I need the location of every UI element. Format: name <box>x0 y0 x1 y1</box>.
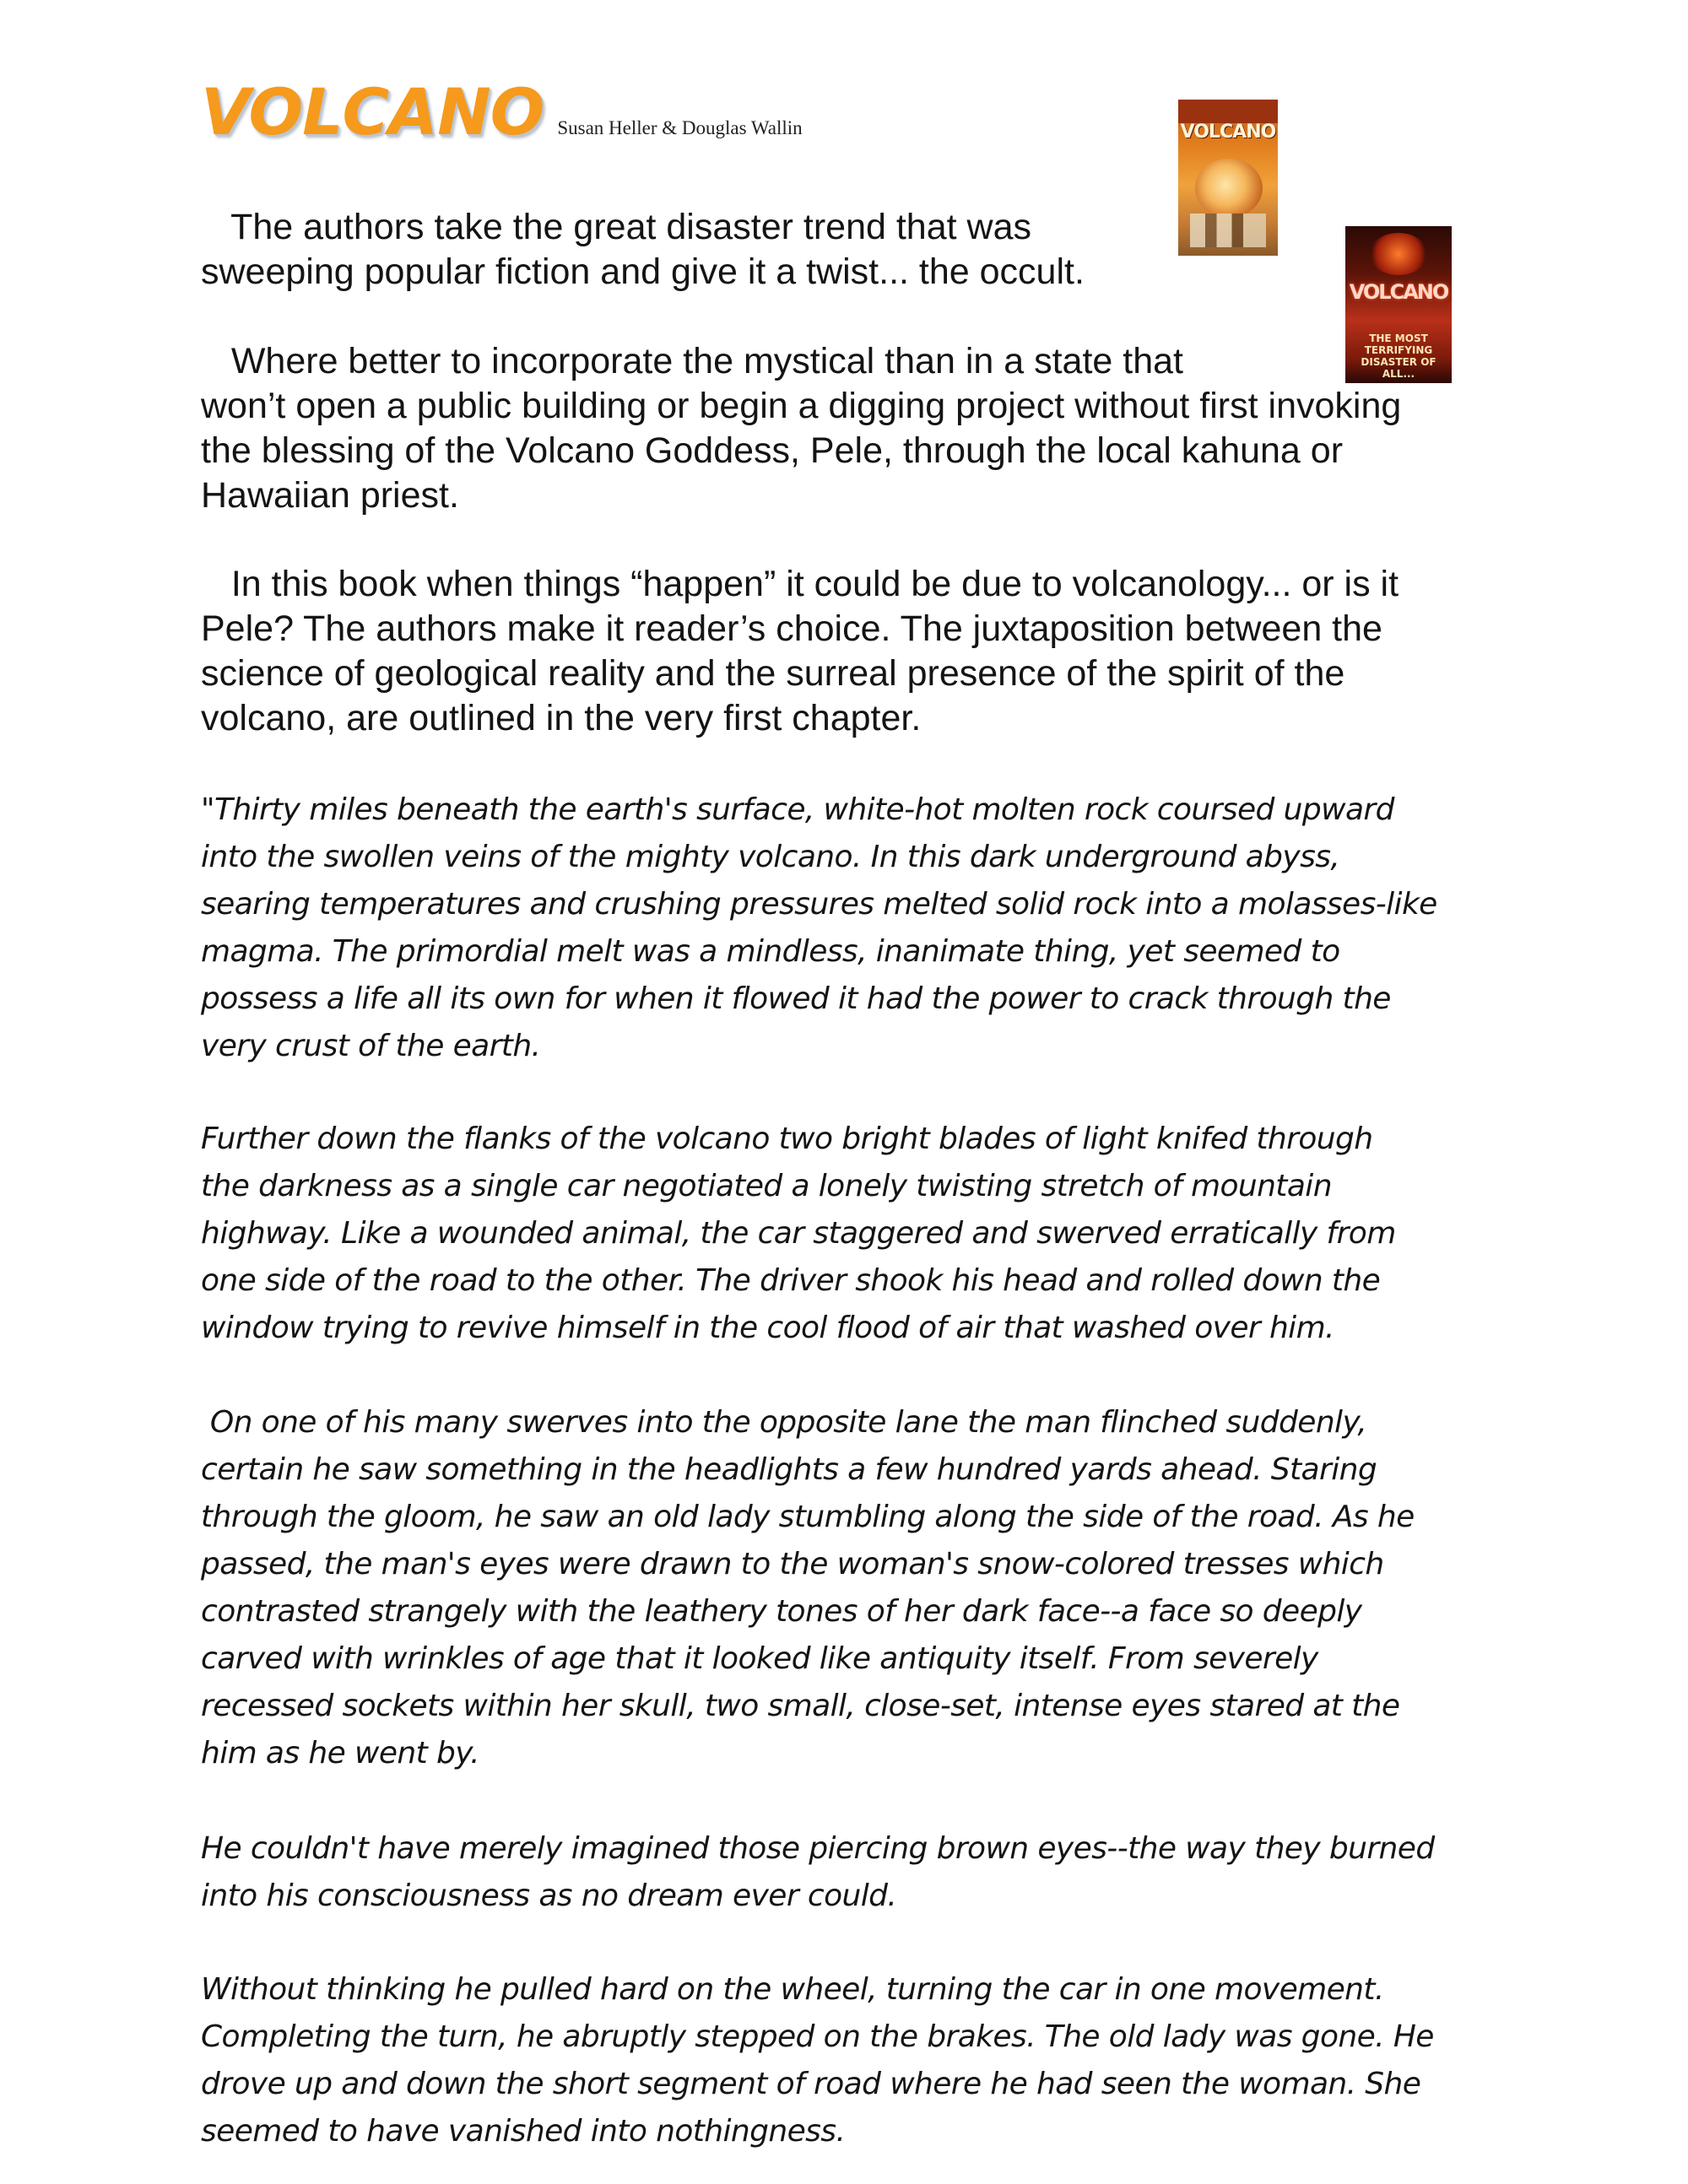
cover-title: VOLCANO <box>1180 122 1276 143</box>
excerpt-paragraph-3: On one of his many swerves into the opposite lane the man flinched suddenly, certain he saw something in the headlights a few hundred yards ahead. Staring through the gloom, he saw an old lady stumbling along the side of the road. As he passed, the man's eyes were drawn to the woman's snow-colored tresses which contrasted strangely with the leathery tones of her dark face--a face so deeply carved with wrinkles of age that it looked like antiquity itself. From severely recessed sockets within her skull, two small, close-set, intense eyes stared at the him as he went by. <box>201 1405 1415 1770</box>
excerpt-paragraph-4: He couldn't have merely imagined those piercing brown eyes--the way they burned into his consciousness as no dream ever could. <box>201 1831 1435 1913</box>
cover-title: VOLCANO <box>1349 280 1448 304</box>
excerpt-paragraph-2: Further down the flanks of the volcano two bright blades of light knifed through the darkness as a single car negotiated a lonely twisting stretch of mountain highway. Like a wounded animal, the car staggered and swerved erratically from one side of the road to the other. The driver shook his head and rolled down the window trying to revive himself in the cool flood of air that washed over him. <box>201 1122 1396 1345</box>
excerpt-paragraph-1: "Thirty miles beneath the earth's surface, white-hot molten rock coursed upward into the swollen veins of the mighty volcano. In this dark underground abyss, searing temperatures and crushing pressures melted solid rock into a molasses-like magma. The primordial melt was a mindless, inanimate thing, yet seemed to possess a life all its own for when it flowed it had the power to crack through the very crust of the earth. <box>201 792 1437 1063</box>
intro-paragraph-2: Where better to incorporate the mystical than in a state that won’t open a public building or begin a digging project without first invoking the blessing of the Volcano Goddess, Pele, through the local kahuna or Hawaiian priest. <box>201 341 1402 516</box>
author-byline: Susan Heller & Douglas Wallin <box>557 117 803 138</box>
page-title: VOLCANO <box>201 74 544 149</box>
excerpt-paragraph-5: Without thinking he pulled hard on the wheel, turning the car in one movement. Completing the turn, he abruptly stepped on the brakes. The old lady was gone. He drove up and down the short segment of road where he had seen the woman. She seemed to have vanished into nothingness. <box>201 1972 1434 2149</box>
intro-paragraph-3: In this book when things “happen” it could be due to volcanology... or is it Pele? The authors make it reader’s choice. The juxtaposition between the science of geological reality and the surreal presence of the spirit of the volcano, are outlined in the very first chapter. <box>201 564 1399 738</box>
cover-tagline: THE MOST TERRIFYING DISASTER OF ALL... <box>1361 332 1436 380</box>
cover-top-band <box>1178 100 1278 123</box>
intro-paragraph-1: The authors take the great disaster trend that was sweeping popular fiction and give it a twist... the occult. <box>201 207 1085 292</box>
page-header <box>201 74 803 149</box>
